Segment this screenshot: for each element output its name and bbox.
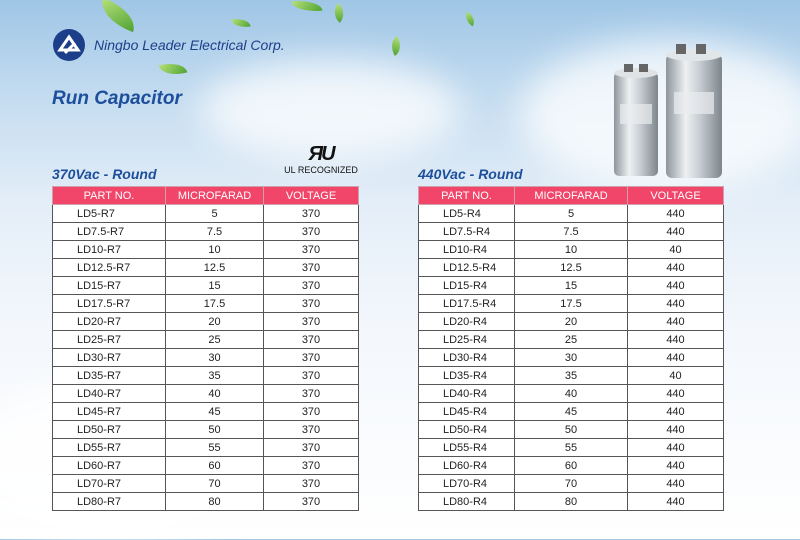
company-logo-icon — [52, 28, 86, 62]
voltage-cell: 370 — [264, 259, 359, 277]
microfarad-cell: 17.5 — [515, 295, 628, 313]
microfarad-cell: 50 — [166, 421, 264, 439]
microfarad-cell: 10 — [515, 241, 628, 259]
part-number-cell: LD17.5-R4 — [419, 295, 515, 313]
voltage-cell: 40 — [628, 367, 724, 385]
company-name: Ningbo Leader Electrical Corp. — [94, 37, 285, 53]
voltage-cell: 370 — [264, 385, 359, 403]
table-row — [419, 421, 724, 439]
microfarad-cell: 10 — [166, 241, 264, 259]
voltage-cell: 370 — [264, 403, 359, 421]
part-number-cell: LD25-R4 — [419, 331, 515, 349]
table-row — [419, 295, 724, 313]
voltage-cell: 440 — [628, 295, 724, 313]
table-row — [419, 313, 724, 331]
table-row — [419, 205, 724, 223]
part-number-cell: LD70-R4 — [419, 475, 515, 493]
part-number-cell: LD60-R4 — [419, 457, 515, 475]
table-row — [53, 457, 359, 475]
part-number-cell: LD40-R4 — [419, 385, 515, 403]
microfarad-cell: 20 — [166, 313, 264, 331]
microfarad-cell: 35 — [515, 367, 628, 385]
part-number-cell: LD35-R4 — [419, 367, 515, 385]
microfarad-cell: 70 — [515, 475, 628, 493]
voltage-cell: 370 — [264, 475, 359, 493]
voltage-cell: 370 — [264, 223, 359, 241]
part-number-cell: LD7.5-R4 — [419, 223, 515, 241]
ul-logo-icon: ЯU — [308, 143, 334, 165]
voltage-cell: 40 — [628, 241, 724, 259]
voltage-cell: 370 — [264, 367, 359, 385]
leaf-decoration — [292, 0, 323, 13]
page-title: Run Capacitor — [52, 88, 182, 109]
ul-recognized-mark — [280, 144, 362, 176]
ul-label: UL RECOGNIZED — [284, 165, 358, 175]
table-row — [53, 205, 359, 223]
microfarad-cell: 25 — [515, 331, 628, 349]
voltage-cell: 370 — [264, 349, 359, 367]
microfarad-cell: 80 — [515, 493, 628, 511]
microfarad-cell: 20 — [515, 313, 628, 331]
part-number-cell: LD30-R4 — [419, 349, 515, 367]
column-header-microfarad: MICROFARAD — [515, 187, 628, 205]
table-row — [419, 385, 724, 403]
table-row — [53, 259, 359, 277]
brand-header — [52, 28, 285, 62]
part-number-cell: LD80-R4 — [419, 493, 515, 511]
voltage-cell: 440 — [628, 421, 724, 439]
table-row — [53, 385, 359, 403]
leaf-decoration — [387, 36, 405, 56]
table-row — [419, 493, 724, 511]
part-number-cell: LD5-R4 — [419, 205, 515, 223]
voltage-cell: 370 — [264, 439, 359, 457]
voltage-cell: 370 — [264, 241, 359, 259]
voltage-cell: 440 — [628, 475, 724, 493]
voltage-cell: 440 — [628, 439, 724, 457]
table-row — [53, 439, 359, 457]
table-row — [419, 403, 724, 421]
leaf-decoration — [329, 3, 349, 23]
capacitor-table-370vac — [52, 186, 359, 511]
microfarad-cell: 17.5 — [166, 295, 264, 313]
table-row — [53, 223, 359, 241]
microfarad-cell: 60 — [166, 457, 264, 475]
column-header-microfarad: MICROFARAD — [166, 187, 264, 205]
table-row — [419, 259, 724, 277]
part-number-cell: LD7.5-R7 — [53, 223, 166, 241]
part-number-cell: LD12.5-R4 — [419, 259, 515, 277]
table-row — [53, 241, 359, 259]
microfarad-cell: 30 — [166, 349, 264, 367]
voltage-cell: 440 — [628, 331, 724, 349]
part-number-cell: LD17.5-R7 — [53, 295, 166, 313]
part-number-cell: LD55-R7 — [53, 439, 166, 457]
microfarad-cell: 7.5 — [515, 223, 628, 241]
part-number-cell: LD45-R4 — [419, 403, 515, 421]
microfarad-cell: 7.5 — [166, 223, 264, 241]
voltage-cell: 440 — [628, 259, 724, 277]
table-row — [53, 313, 359, 331]
microfarad-cell: 15 — [515, 277, 628, 295]
microfarad-cell: 30 — [515, 349, 628, 367]
microfarad-cell: 40 — [515, 385, 628, 403]
voltage-cell: 440 — [628, 277, 724, 295]
voltage-cell: 440 — [628, 493, 724, 511]
table-header-row — [419, 187, 724, 205]
microfarad-cell: 70 — [166, 475, 264, 493]
table-row — [53, 349, 359, 367]
part-number-cell: LD20-R7 — [53, 313, 166, 331]
voltage-cell: 370 — [264, 313, 359, 331]
microfarad-cell: 50 — [515, 421, 628, 439]
table-row — [419, 367, 724, 385]
part-number-cell: LD60-R7 — [53, 457, 166, 475]
microfarad-cell: 35 — [166, 367, 264, 385]
part-number-cell: LD80-R7 — [53, 493, 166, 511]
table-row — [419, 457, 724, 475]
part-number-cell: LD15-R7 — [53, 277, 166, 295]
voltage-cell: 440 — [628, 403, 724, 421]
column-header-voltage: VOLTAGE — [628, 187, 724, 205]
part-number-cell: LD30-R7 — [53, 349, 166, 367]
part-number-cell: LD50-R4 — [419, 421, 515, 439]
part-number-cell: LD10-R4 — [419, 241, 515, 259]
table-row — [419, 331, 724, 349]
part-number-cell: LD12.5-R7 — [53, 259, 166, 277]
voltage-cell: 440 — [628, 205, 724, 223]
voltage-cell: 370 — [264, 277, 359, 295]
table-row — [53, 295, 359, 313]
table-row — [53, 277, 359, 295]
column-header-voltage: VOLTAGE — [264, 187, 359, 205]
microfarad-cell: 40 — [166, 385, 264, 403]
part-number-cell: LD70-R7 — [53, 475, 166, 493]
microfarad-cell: 12.5 — [515, 259, 628, 277]
table-row — [419, 241, 724, 259]
voltage-cell: 370 — [264, 205, 359, 223]
microfarad-cell: 55 — [515, 439, 628, 457]
part-number-cell: LD50-R7 — [53, 421, 166, 439]
table-header-row — [53, 187, 359, 205]
voltage-cell: 370 — [264, 331, 359, 349]
table-row — [53, 475, 359, 493]
part-number-cell: LD5-R7 — [53, 205, 166, 223]
part-number-cell: LD35-R7 — [53, 367, 166, 385]
table-row — [419, 349, 724, 367]
voltage-cell: 370 — [264, 493, 359, 511]
voltage-cell: 440 — [628, 313, 724, 331]
part-number-cell: LD20-R4 — [419, 313, 515, 331]
table-row — [419, 223, 724, 241]
table-row — [53, 493, 359, 511]
microfarad-cell: 5 — [515, 205, 628, 223]
microfarad-cell: 45 — [515, 403, 628, 421]
column-header-part-no: PART NO. — [53, 187, 166, 205]
part-number-cell: LD45-R7 — [53, 403, 166, 421]
voltage-cell: 370 — [264, 421, 359, 439]
table-title-440vac: 440Vac - Round — [418, 166, 523, 182]
part-number-cell: LD15-R4 — [419, 277, 515, 295]
leaf-decoration — [462, 12, 477, 27]
table-row — [53, 331, 359, 349]
microfarad-cell: 15 — [166, 277, 264, 295]
microfarad-cell: 80 — [166, 493, 264, 511]
table-title-370vac: 370Vac - Round — [52, 166, 157, 182]
table-row — [53, 421, 359, 439]
part-number-cell: LD25-R7 — [53, 331, 166, 349]
capacitor-product-image — [610, 42, 725, 182]
voltage-cell: 440 — [628, 349, 724, 367]
microfarad-cell: 12.5 — [166, 259, 264, 277]
part-number-cell: LD10-R7 — [53, 241, 166, 259]
table-row — [419, 439, 724, 457]
column-header-part-no: PART NO. — [419, 187, 515, 205]
voltage-cell: 370 — [264, 457, 359, 475]
part-number-cell: LD40-R7 — [53, 385, 166, 403]
part-number-cell: LD55-R4 — [419, 439, 515, 457]
capacitor-table-440vac — [418, 186, 724, 511]
voltage-cell: 370 — [264, 295, 359, 313]
table-row — [419, 475, 724, 493]
microfarad-cell: 45 — [166, 403, 264, 421]
table-row — [53, 403, 359, 421]
microfarad-cell: 5 — [166, 205, 264, 223]
microfarad-cell: 25 — [166, 331, 264, 349]
microfarad-cell: 60 — [515, 457, 628, 475]
table-row — [419, 277, 724, 295]
voltage-cell: 440 — [628, 385, 724, 403]
voltage-cell: 440 — [628, 223, 724, 241]
microfarad-cell: 55 — [166, 439, 264, 457]
table-row — [53, 367, 359, 385]
voltage-cell: 440 — [628, 457, 724, 475]
